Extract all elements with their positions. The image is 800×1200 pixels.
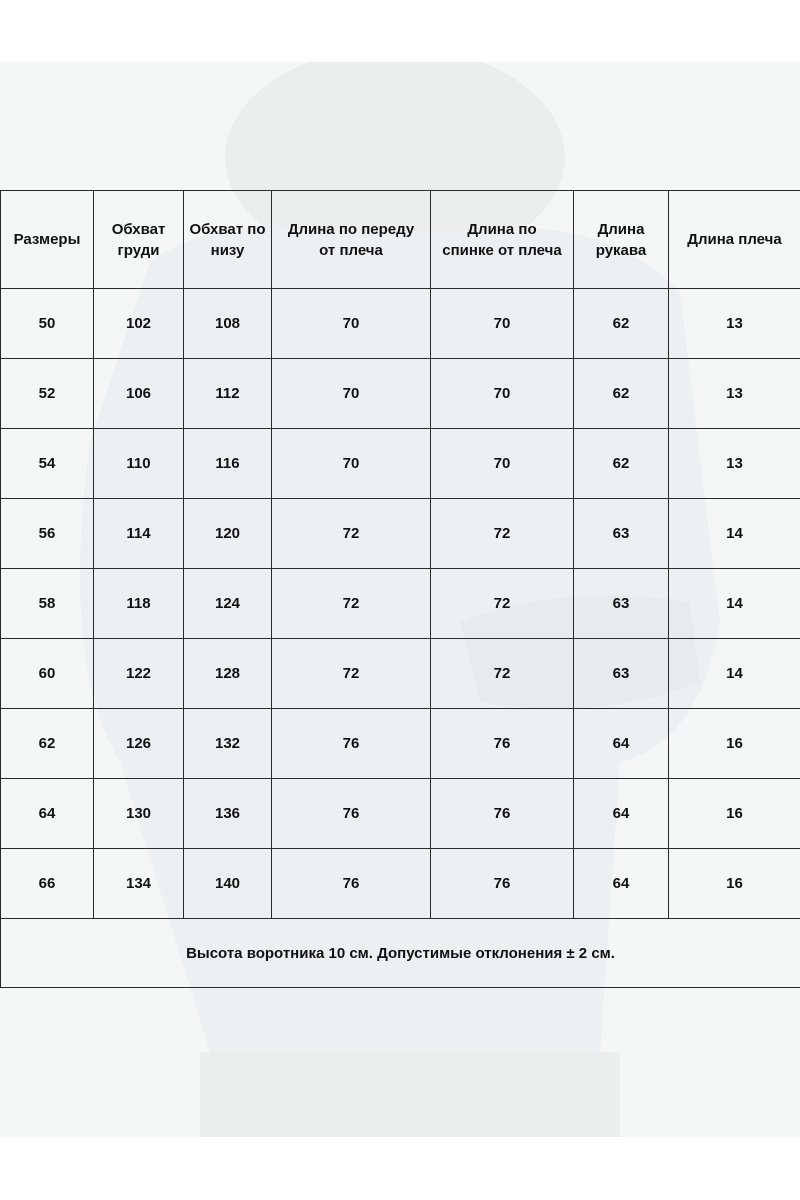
- table-cell: 63: [574, 499, 669, 569]
- size-chart-table: [0, 190, 800, 988]
- table-cell: 140: [184, 849, 272, 919]
- table-row: [1, 429, 800, 499]
- table-cell: 102: [94, 289, 184, 359]
- header-cell-shoulder-length: Длина плеча: [669, 191, 800, 289]
- table-cell: 114: [94, 499, 184, 569]
- table-cell: 58: [1, 569, 94, 639]
- table-cell: 76: [272, 709, 431, 779]
- table-cell: 136: [184, 779, 272, 849]
- table-cell: 112: [184, 359, 272, 429]
- table-cell: 66: [1, 849, 94, 919]
- table-cell: 62: [574, 429, 669, 499]
- table-cell: 130: [94, 779, 184, 849]
- table-cell: 76: [272, 849, 431, 919]
- table-cell: 64: [574, 709, 669, 779]
- table-row: [1, 499, 800, 569]
- table-cell: 70: [431, 289, 574, 359]
- table-cell: 56: [1, 499, 94, 569]
- table-cell: 13: [669, 359, 800, 429]
- table-cell: 76: [272, 779, 431, 849]
- table-cell: 62: [574, 359, 669, 429]
- table-cell: 62: [1, 709, 94, 779]
- table-cell: 13: [669, 429, 800, 499]
- table-cell: 76: [431, 709, 574, 779]
- header-cell-front-length: Длина по переду от плеча: [272, 191, 431, 289]
- table-cell: 72: [272, 569, 431, 639]
- header-cell-size: Размеры: [1, 191, 94, 289]
- table-cell: 72: [431, 499, 574, 569]
- table-cell: 63: [574, 569, 669, 639]
- table-cell: 62: [574, 289, 669, 359]
- table-cell: 76: [431, 779, 574, 849]
- table-note: Высота воротника 10 см. Допустимые отклонения ± 2 см.: [1, 919, 800, 988]
- table-cell: 110: [94, 429, 184, 499]
- table-cell: 124: [184, 569, 272, 639]
- table-cell: 70: [272, 289, 431, 359]
- table-row: [1, 779, 800, 849]
- table-cell: 106: [94, 359, 184, 429]
- table-row: [1, 359, 800, 429]
- table-cell: 70: [431, 429, 574, 499]
- table-cell: 64: [574, 849, 669, 919]
- table-cell: 64: [1, 779, 94, 849]
- table-cell: 14: [669, 499, 800, 569]
- table-cell: 70: [431, 359, 574, 429]
- table-cell: 70: [272, 429, 431, 499]
- table-cell: 120: [184, 499, 272, 569]
- table-cell: 134: [94, 849, 184, 919]
- table-row: [1, 709, 800, 779]
- table-cell: 126: [94, 709, 184, 779]
- table-cell: 72: [272, 499, 431, 569]
- table-cell: 60: [1, 639, 94, 709]
- table-cell: 116: [184, 429, 272, 499]
- header-cell-chest: Обхват груди: [94, 191, 184, 289]
- table-cell: 14: [669, 639, 800, 709]
- table-cell: 108: [184, 289, 272, 359]
- table-cell: 72: [272, 639, 431, 709]
- table-cell: 76: [431, 849, 574, 919]
- table-cell: 122: [94, 639, 184, 709]
- table-cell: 64: [574, 779, 669, 849]
- table-cell: 50: [1, 289, 94, 359]
- header-cell-sleeve-length: Длина рукава: [574, 191, 669, 289]
- table-row: [1, 849, 800, 919]
- table-cell: 72: [431, 569, 574, 639]
- table-cell: 16: [669, 709, 800, 779]
- table-cell: 63: [574, 639, 669, 709]
- table-cell: 70: [272, 359, 431, 429]
- header-cell-back-length: Длина по спинке от плеча: [431, 191, 574, 289]
- table-row: [1, 289, 800, 359]
- table-cell: 52: [1, 359, 94, 429]
- table-cell: 14: [669, 569, 800, 639]
- header-cell-hem: Обхват по низу: [184, 191, 272, 289]
- note-row: [1, 919, 800, 988]
- table-row: [1, 639, 800, 709]
- table-row: [1, 569, 800, 639]
- header-row: [1, 191, 800, 289]
- table-cell: 54: [1, 429, 94, 499]
- table-cell: 128: [184, 639, 272, 709]
- table-cell: 16: [669, 779, 800, 849]
- table-cell: 16: [669, 849, 800, 919]
- table-cell: 132: [184, 709, 272, 779]
- table-cell: 72: [431, 639, 574, 709]
- table-cell: 118: [94, 569, 184, 639]
- table-cell: 13: [669, 289, 800, 359]
